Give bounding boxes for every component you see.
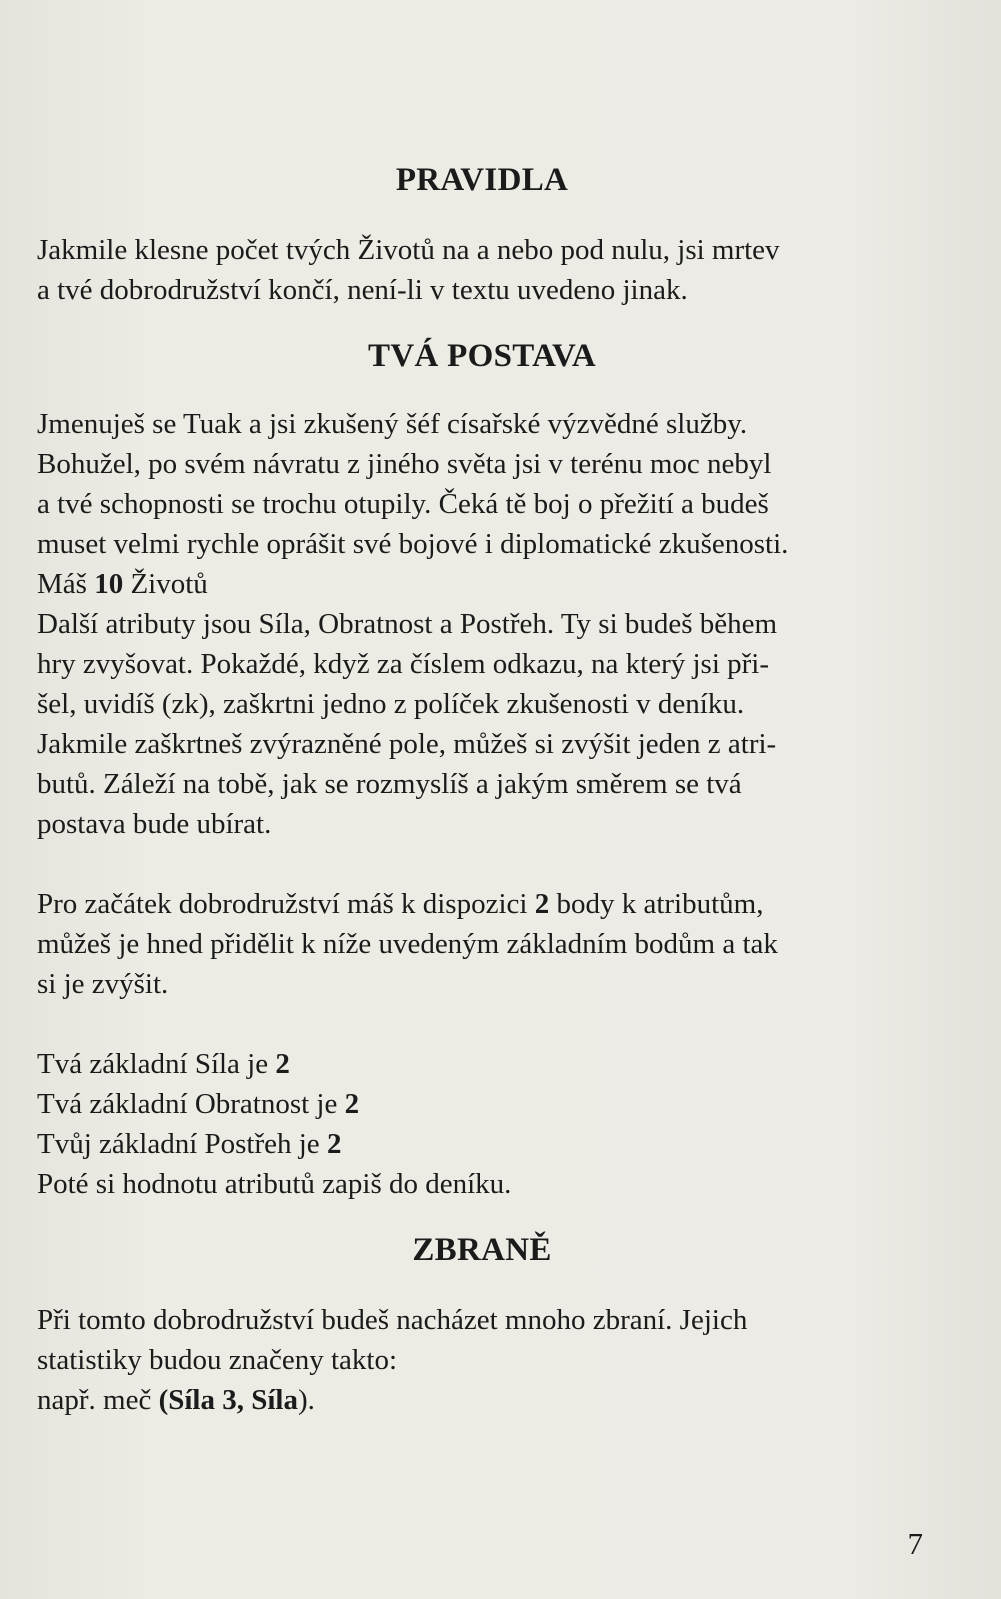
text-line: a tvé schopnosti se trochu otupily. Čeká tě boj o přežití a budeš <box>37 488 769 520</box>
text-line: Jakmile zaškrtneš zvýrazněné pole, můžeš si zvýšit jeden z atri- <box>37 728 777 760</box>
text-line: můžeš je hned přidělit k níže uvedeným základním bodům a tak <box>37 928 778 960</box>
page-number: 7 <box>907 1526 923 1561</box>
text-line: postava bude ubírat. <box>37 808 272 840</box>
lives-line <box>37 564 927 604</box>
stat-agility-value: 2 <box>344 1088 360 1120</box>
spacer <box>37 844 927 884</box>
lives-prefix: Máš <box>37 568 95 600</box>
page-content <box>37 160 927 1420</box>
weapon-example-suffix: ). <box>298 1384 315 1416</box>
text-line: butů. Záleží na tobě, jak se rozmyslíš a jakým směrem se tvá <box>37 768 742 800</box>
stat-perception-label: Tvůj základní Postřeh je <box>37 1128 327 1160</box>
stat-strength-label: Tvá základní Síla je <box>37 1048 276 1080</box>
text-line: Další atributy jsou Síla, Obratnost a Postřeh. Ty si budeš během <box>37 608 778 640</box>
text-line-prefix: Pro začátek dobrodružství máš k dispozici <box>37 888 535 920</box>
attribute-points-value: 2 <box>534 888 550 920</box>
pravidla-paragraph <box>37 230 927 310</box>
text-line: statistiky budou značeny takto: <box>37 1344 398 1376</box>
attributes-paragraph <box>37 604 927 844</box>
heading-tva-postava: TVÁ POSTAVA <box>368 338 596 374</box>
weapon-example-stats: (Síla 3, Síla <box>158 1384 298 1416</box>
text-line: šel, uvidíš (zk), zaškrtni jedno z políček zkušenosti v deníku. <box>37 688 745 720</box>
text-line: Jakmile klesne počet tvých Životů na a nebo pod nulu, jsi mrtev <box>37 234 780 266</box>
zbrane-paragraph <box>37 1300 927 1420</box>
text-line: a tvé dobrodružství končí, není-li v textu uvedeno jinak. <box>37 274 688 306</box>
text-line: Bohužel, po svém návratu z jiného světa jsi v terénu moc nebyl <box>37 448 772 480</box>
text-line: hry zvyšovat. Pokaždé, když za číslem odkazu, na který jsi při- <box>37 648 770 680</box>
lives-value: 10 <box>94 568 124 600</box>
attribute-points-paragraph <box>37 884 927 1004</box>
stat-strength-value: 2 <box>275 1048 290 1080</box>
text-line: Jmenuješ se Tuak a jsi zkušený šéf císařské výzvědné služby. <box>37 408 748 440</box>
spacer <box>37 1004 927 1044</box>
weapon-example-prefix: např. meč <box>37 1384 159 1416</box>
postava-intro-paragraph <box>37 404 927 564</box>
stat-agility-label: Tvá základní Obratnost je <box>37 1088 345 1120</box>
heading-pravidla: PRAVIDLA <box>395 162 569 198</box>
heading-zbrane: ZBRANĚ <box>412 1232 552 1268</box>
stat-perception-value: 2 <box>326 1128 342 1160</box>
text-line: si je zvýšit. <box>37 968 169 1000</box>
text-line: muset velmi rychle oprášit své bojové i diplomatické zkušenosti. <box>37 528 789 560</box>
lives-suffix: Životů <box>123 568 208 600</box>
text-line-suffix: body k atributům, <box>549 888 764 920</box>
stats-list <box>37 1044 927 1204</box>
text-line: Při tomto dobrodružství budeš nacházet mnoho zbraní. Jejich <box>37 1304 748 1336</box>
stats-note: Poté si hodnotu atributů zapiš do deníku. <box>37 1168 512 1200</box>
